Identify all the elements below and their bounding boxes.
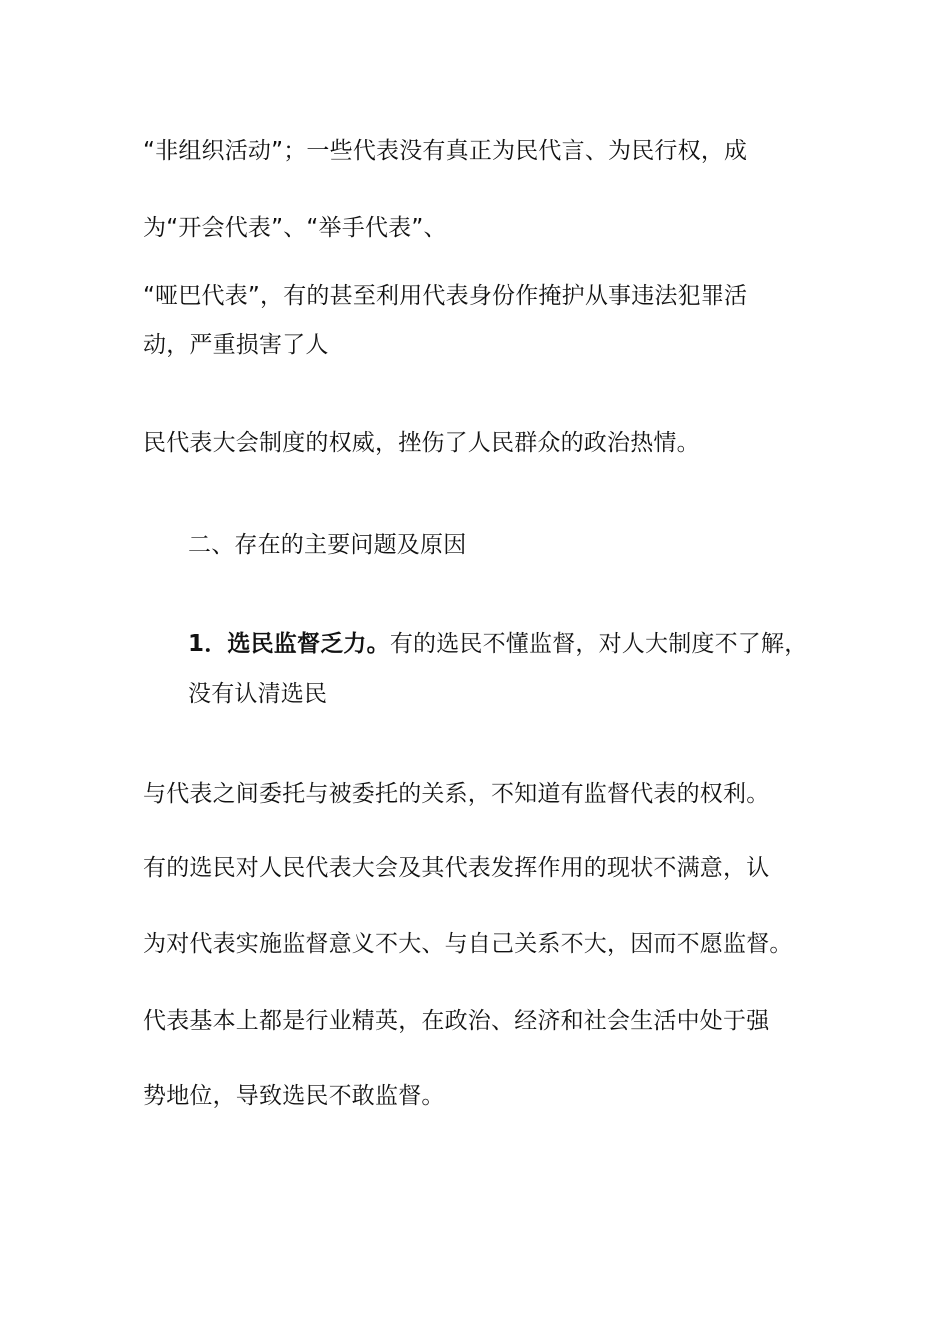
paragraph-line: 民代表大会制度的权威，挫伤了人民群众的政治热情。 [143,430,700,456]
paragraph-line: 为“开会代表”、“举手代表”、 [143,215,447,241]
point-1-text: 有的选民不懂监督，对人大制度不了解， [389,631,808,657]
paragraph-line: “哑巴代表”，有的甚至利用代表身份作掩护从事违法犯罪活 [143,283,748,309]
paragraph-line: “非组织活动”；一些代表没有真正为民代言、为民行权，成 [143,138,748,164]
paragraph-line: 势地位，导致选民不敢监督。 [143,1083,445,1109]
paragraph-line: 有的选民对人民代表大会及其代表发挥作用的现状不满意，认 [143,855,770,881]
paragraph-line: 没有认清选民 [188,681,328,707]
point-1-line [188,629,807,659]
paragraph-line: 动，严重损害了人 [143,332,329,358]
paragraph-line: 为对代表实施监督意义不大、与自己关系不大，因而不愿监督。 [143,931,793,957]
section-heading: 二、存在的主要问题及原因 [188,532,467,558]
paragraph-line: 代表基本上都是行业精英，在政治、经济和社会生活中处于强 [143,1008,770,1034]
point-1-heading: 1．选民监督乏力。 [188,631,390,657]
paragraph-line: 与代表之间委托与被委托的关系，不知道有监督代表的权利。 [143,781,770,807]
